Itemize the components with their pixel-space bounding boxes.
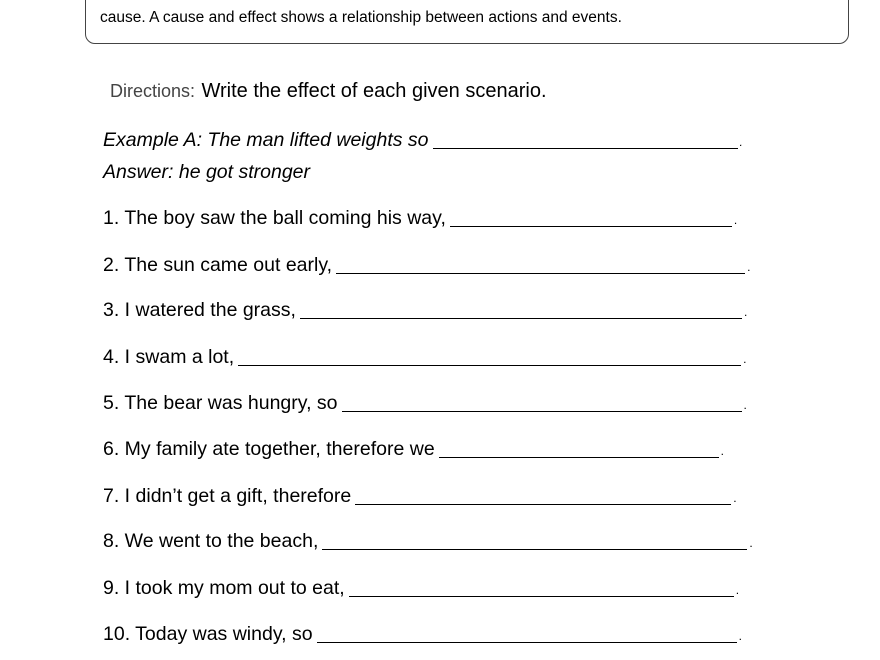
question-text: 2. The sun came out early, [103,254,333,276]
question-row [103,341,746,369]
question-row [103,202,737,230]
question-text: 4. I swam a lot, [103,346,235,368]
directions-label: Directions: [110,81,196,101]
answer-blank[interactable] [300,317,742,319]
example-period: . [739,135,743,149]
answer-blank[interactable] [317,641,737,643]
question-row [103,525,753,553]
question-period: . [747,260,751,274]
answer-blank[interactable] [238,364,741,366]
question-period: . [743,352,747,366]
question-text: 5. The bear was hungry, so [103,392,338,414]
example-answer-text: Answer: he got stronger [103,161,311,183]
example-line [103,124,743,152]
question-row [103,294,747,322]
question-row [103,433,724,461]
directions [110,80,547,103]
answer-blank[interactable] [349,595,734,597]
answer-blank[interactable] [439,456,719,458]
question-period: . [735,583,740,597]
answer-blank[interactable] [342,410,742,412]
answer-blank[interactable] [450,225,732,227]
question-row [103,618,742,646]
directions-text: Write the effect of each given scenario. [201,80,547,102]
question-text: 7. I didn’t get a gift, therefore [103,485,352,507]
answer-blank[interactable] [336,272,745,274]
question-text: 10. Today was windy, so [103,623,313,645]
question-period: . [743,398,747,412]
question-period: . [749,536,753,550]
example-answer [103,156,310,184]
question-period: . [743,305,748,319]
question-period: . [733,213,738,227]
question-text: 6. My family ate together, therefore we [103,438,435,460]
question-period: . [738,629,742,643]
question-row [103,249,750,277]
question-text: 1. The boy saw the ball coming his way, [103,207,446,229]
question-text: 8. We went to the beach, [103,530,319,552]
question-period: . [720,444,725,458]
question-text: 9. I took my mom out to eat, [103,577,345,599]
question-period: . [733,491,737,505]
intro-text: cause. A cause and effect shows a relationship between actions and events. [100,9,622,26]
answer-blank[interactable] [355,503,731,505]
question-row [103,480,737,508]
question-text: 3. I watered the grass, [103,299,296,321]
example-answer-blank[interactable] [433,147,738,149]
question-row [103,572,739,600]
question-row [103,387,747,415]
answer-blank[interactable] [322,548,747,550]
example-prompt: Example A: The man lifted weights so [103,129,429,151]
